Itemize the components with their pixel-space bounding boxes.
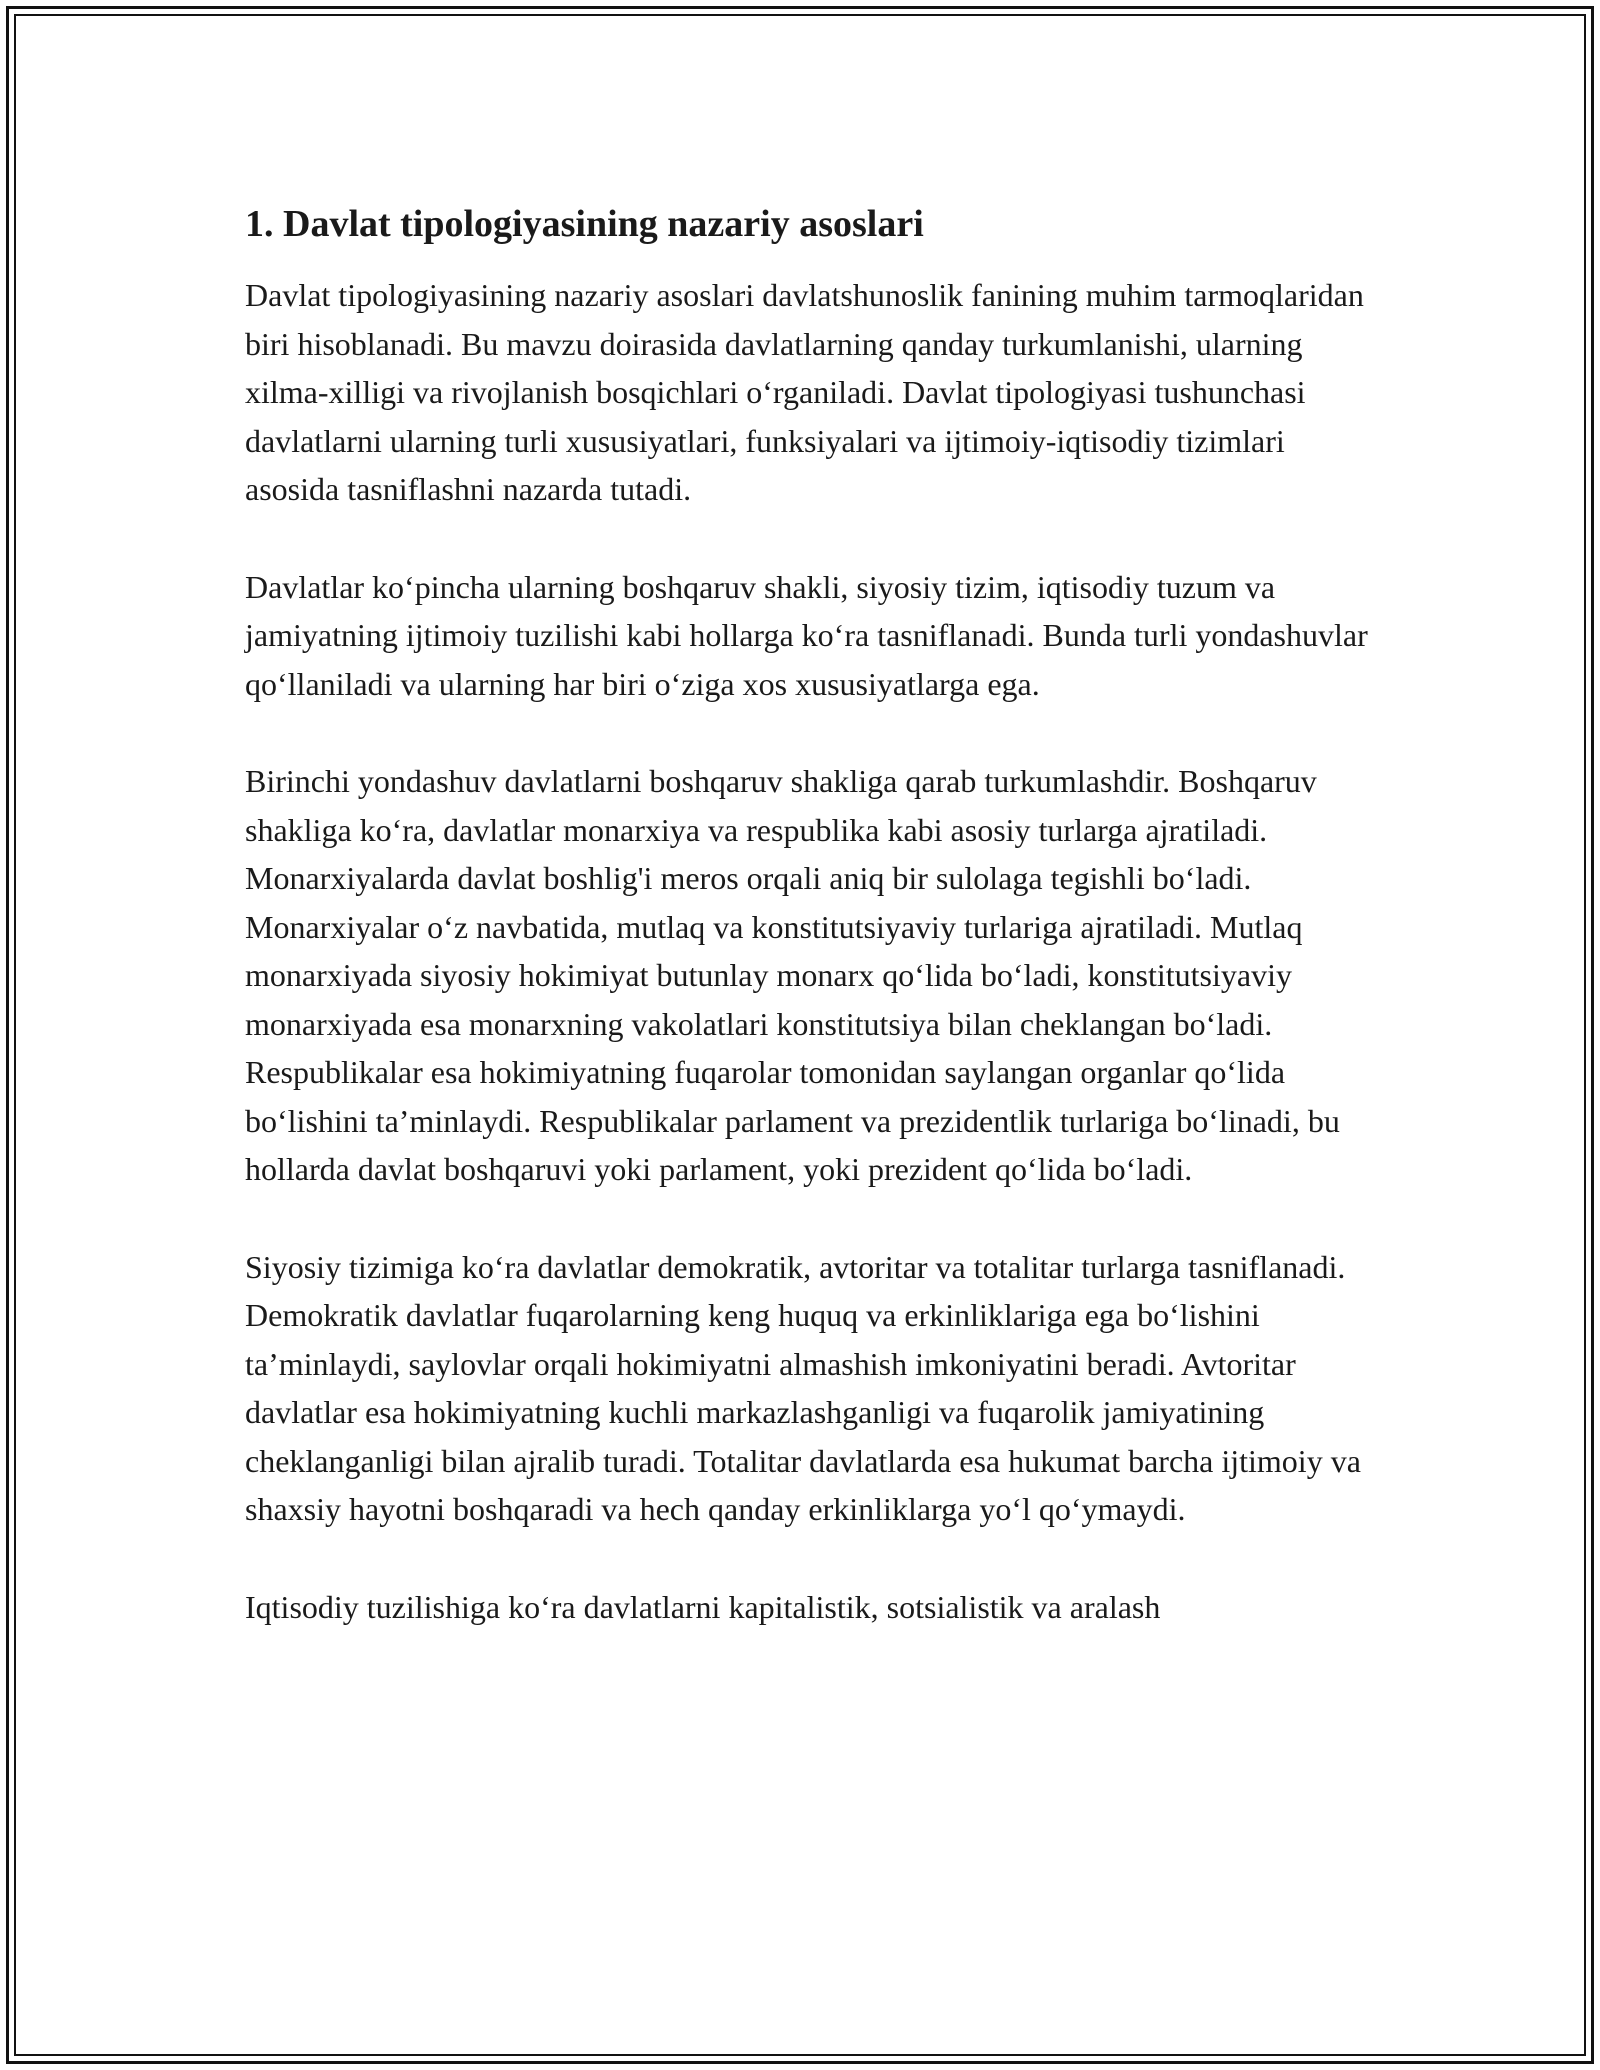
paragraph-2: Davlatlar ko‘pincha ularning boshqaruv shakli, siyosiy tizim, iqtisodiy tuzum va jamiyatning ijtimoiy tuzilishi kabi hollarga ko‘ra tasniflanadi. Bunda turli yondashuvlar qo‘llaniladi va ularning har biri o‘ziga xos xususiyatlarga ega. — [245, 568, 1368, 702]
section-heading: 1. Davlat tipologiyasining nazariy asoslari — [245, 203, 924, 245]
page-border — [6, 6, 1594, 2064]
document-body — [245, 199, 1375, 1680]
paragraph-5: Iqtisodiy tuzilishiga ko‘ra davlatlarni kapitalistik, sotsialistik va aralash — [245, 1588, 1161, 1625]
paragraph-3: Birinchi yondashuv davlatlarni boshqaruv shakliga qarab turkumlashdir. Boshqaruv shakliga ko‘ra, davlatlar monarxiya va respublika kabi asosiy turlarga ajratiladi. Monarxiyalarda davlat boshlig'i meros orqali aniq bir sulolaga tegishli bo‘ladi. Monarxiyalar o‘z navbatida, mutlaq va konstitutsiyaviy turlariga ajratiladi. Mutlaq monarxiyada siyosiy hokimiyat butunlay monarx qo‘lida bo‘ladi, konstitutsiyaviy monarxiyada esa monarxning vakolatlari konstitutsiya bilan cheklangan bo‘ladi. Respublikalar esa hokimiyatning fuqarolar tomonidan saylangan organlar qo‘lida bo‘lishini ta’minlaydi. Respublikalar parlament va prezidentlik turlariga bo‘linadi, bu hollarda davlat boshqaruvi yoki parlament, yoki prezident qo‘lida bo‘ladi. — [245, 763, 1340, 1187]
paragraph-4: Siyosiy tizimiga ko‘ra davlatlar demokratik, avtoritar va totalitar turlarga tasniflanadi. Demokratik davlatlar fuqarolarning keng huquq va erkinliklariga ega bo‘lishini ta’minlaydi, saylovlar orqali hokimiyatni almashish imkoniyatini beradi. Avtoritar davlatlar esa hokimiyatning kuchli markazlashganligi va fuqarolik jamiyatining cheklanganligi bilan ajralib turadi. Totalitar davlatlarda esa hukumat barcha ijtimoiy va shaxsiy hayotni boshqaradi va hech qanday erkinliklarga yo‘l qo‘ymaydi. — [245, 1248, 1361, 1527]
paragraph-1: Davlat tipologiyasining nazariy asoslari davlatshunoslik fanining muhim tarmoqlaridan biri hisoblanadi. Bu mavzu doirasida davlatlarning qanday turkumlanishi, ularning xilma-xilligi va rivojlanish bosqichlari o‘rganiladi. Davlat tipologiyasi tushunchasi davlatlarni ularning turli xususiyatlari, funksiyalari va ijtimoiy-iqtisodiy tizimlari asosida tasniflashni nazarda tutadi. — [245, 277, 1364, 507]
